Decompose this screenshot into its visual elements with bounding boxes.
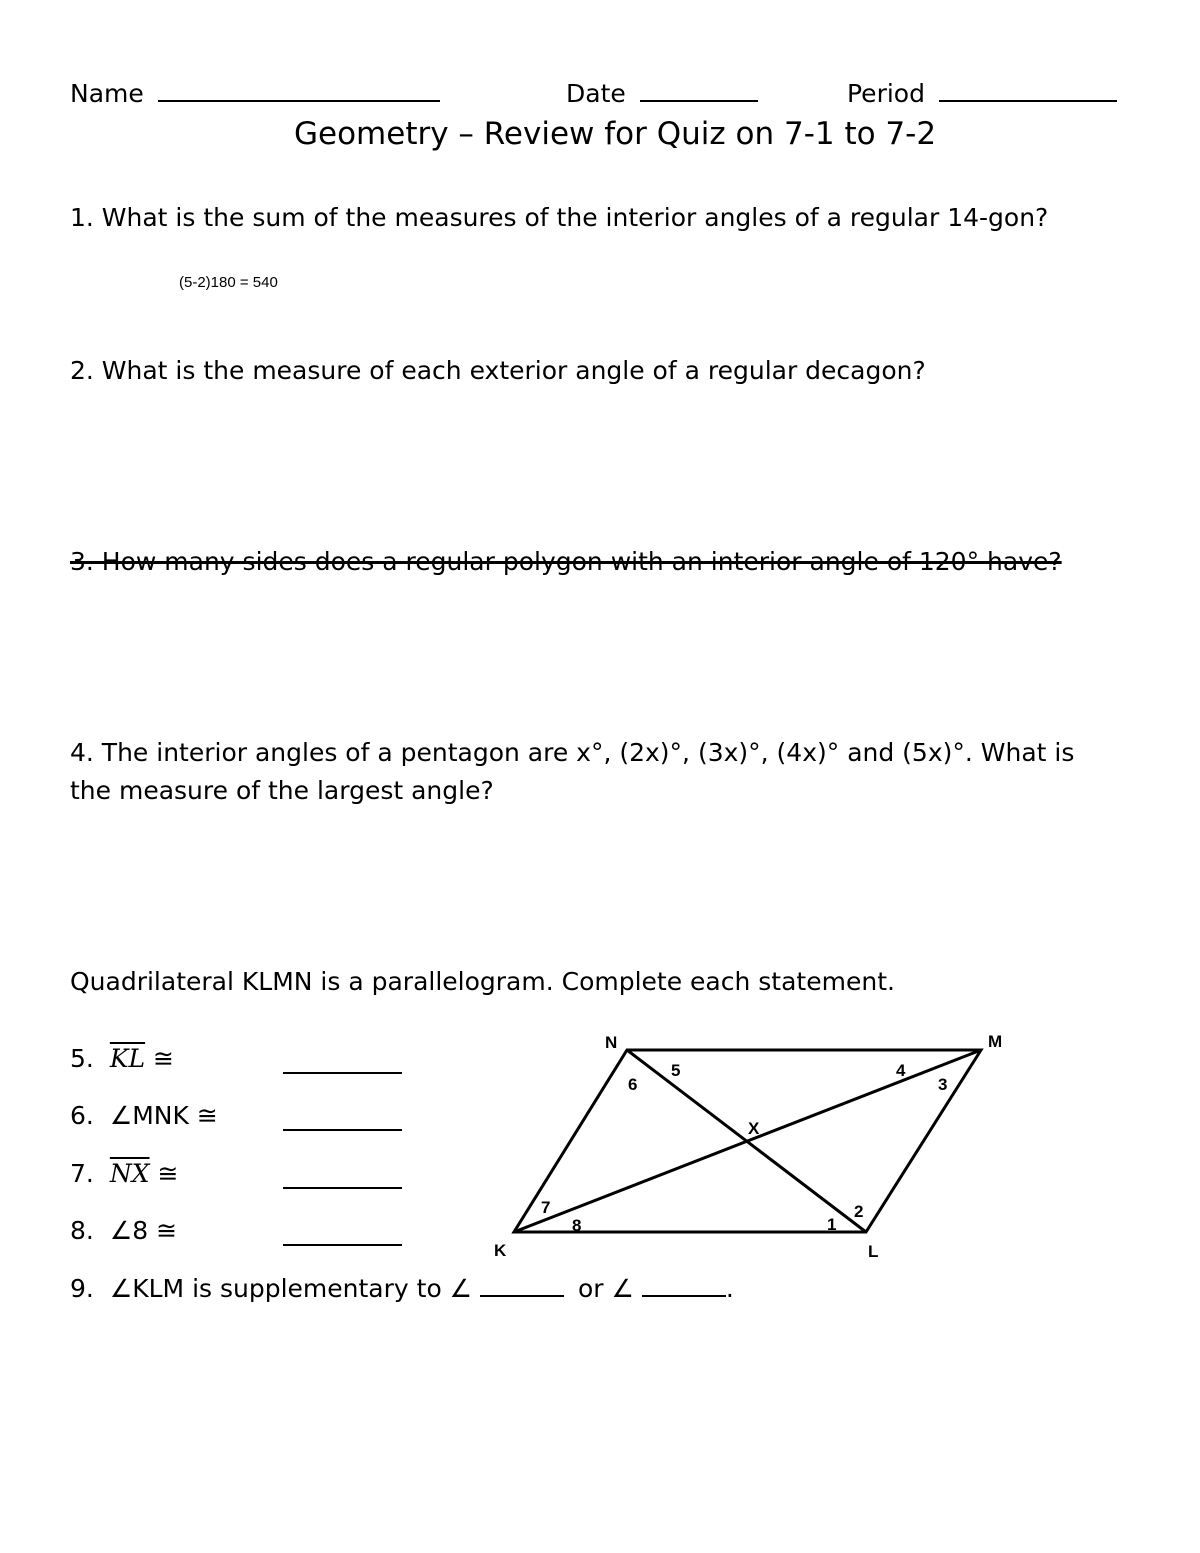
page-title: Geometry – Review for Quiz on 7-1 to 7-2 xyxy=(294,116,937,152)
period-label: Period xyxy=(847,79,925,108)
date-label: Date xyxy=(566,79,626,108)
item-7-congruent: ≅ xyxy=(149,1159,179,1188)
angle-8-label: 8 xyxy=(572,1216,582,1235)
question-1-work: (5-2)180 = 540 xyxy=(179,274,278,291)
vertex-l-label: L xyxy=(868,1242,879,1261)
item-6-statement: ∠MNK ≅ xyxy=(109,1101,218,1130)
item-6-number: 6. xyxy=(70,1101,94,1130)
question-4-line-1: 4. The interior angles of a pentagon are x°, (2x)°, (3x)°, (4x)° and (5x)°. What is xyxy=(70,738,1075,767)
segment-nx: $\overline{NX}$ xyxy=(109,1159,150,1188)
item-9-text-b: or ∠ xyxy=(578,1274,634,1303)
item-9-number: 9. xyxy=(70,1274,94,1303)
question-1: 1. What is the sum of the measures of the interior angles of a regular 14-gon? xyxy=(70,203,1049,232)
name-label: Name xyxy=(70,79,144,108)
item-8-statement: ∠8 ≅ xyxy=(109,1216,178,1245)
angle-2-label: 2 xyxy=(854,1202,864,1221)
vertex-k-label: K xyxy=(494,1241,507,1260)
item-5-congruent: ≅ xyxy=(145,1044,174,1073)
diagonal-km xyxy=(514,1050,981,1232)
vertex-m-label: M xyxy=(988,1032,1003,1051)
angle-5-label: 5 xyxy=(671,1061,681,1080)
item-7-number: 7. xyxy=(70,1159,94,1188)
intersection-x-label: X xyxy=(748,1119,760,1138)
angle-6-label: 6 xyxy=(628,1075,638,1094)
question-4-line-2: the measure of the largest angle? xyxy=(70,776,494,805)
question-2: 2. What is the measure of each exterior angle of a regular decagon? xyxy=(70,356,926,385)
item-9-text-a: ∠KLM is supplementary to ∠ xyxy=(109,1274,473,1303)
question-3: 3. How many sides does a regular polygon with an interior angle of 120° have? xyxy=(70,547,1062,576)
item-8-number: 8. xyxy=(70,1216,94,1245)
item-5-number: 5. xyxy=(70,1044,94,1073)
angle-4-label: 4 xyxy=(896,1061,906,1080)
angle-3-label: 3 xyxy=(938,1075,948,1094)
vertex-n-label: N xyxy=(605,1033,618,1052)
item-9-period: . xyxy=(725,1274,734,1303)
angle-7-label: 7 xyxy=(541,1198,551,1217)
segment-kl: $\overline{KL}$ xyxy=(109,1044,146,1073)
angle-1-label: 1 xyxy=(827,1215,837,1234)
parallelogram-intro: Quadrilateral KLMN is a parallelogram. Complete each statement. xyxy=(70,967,895,996)
